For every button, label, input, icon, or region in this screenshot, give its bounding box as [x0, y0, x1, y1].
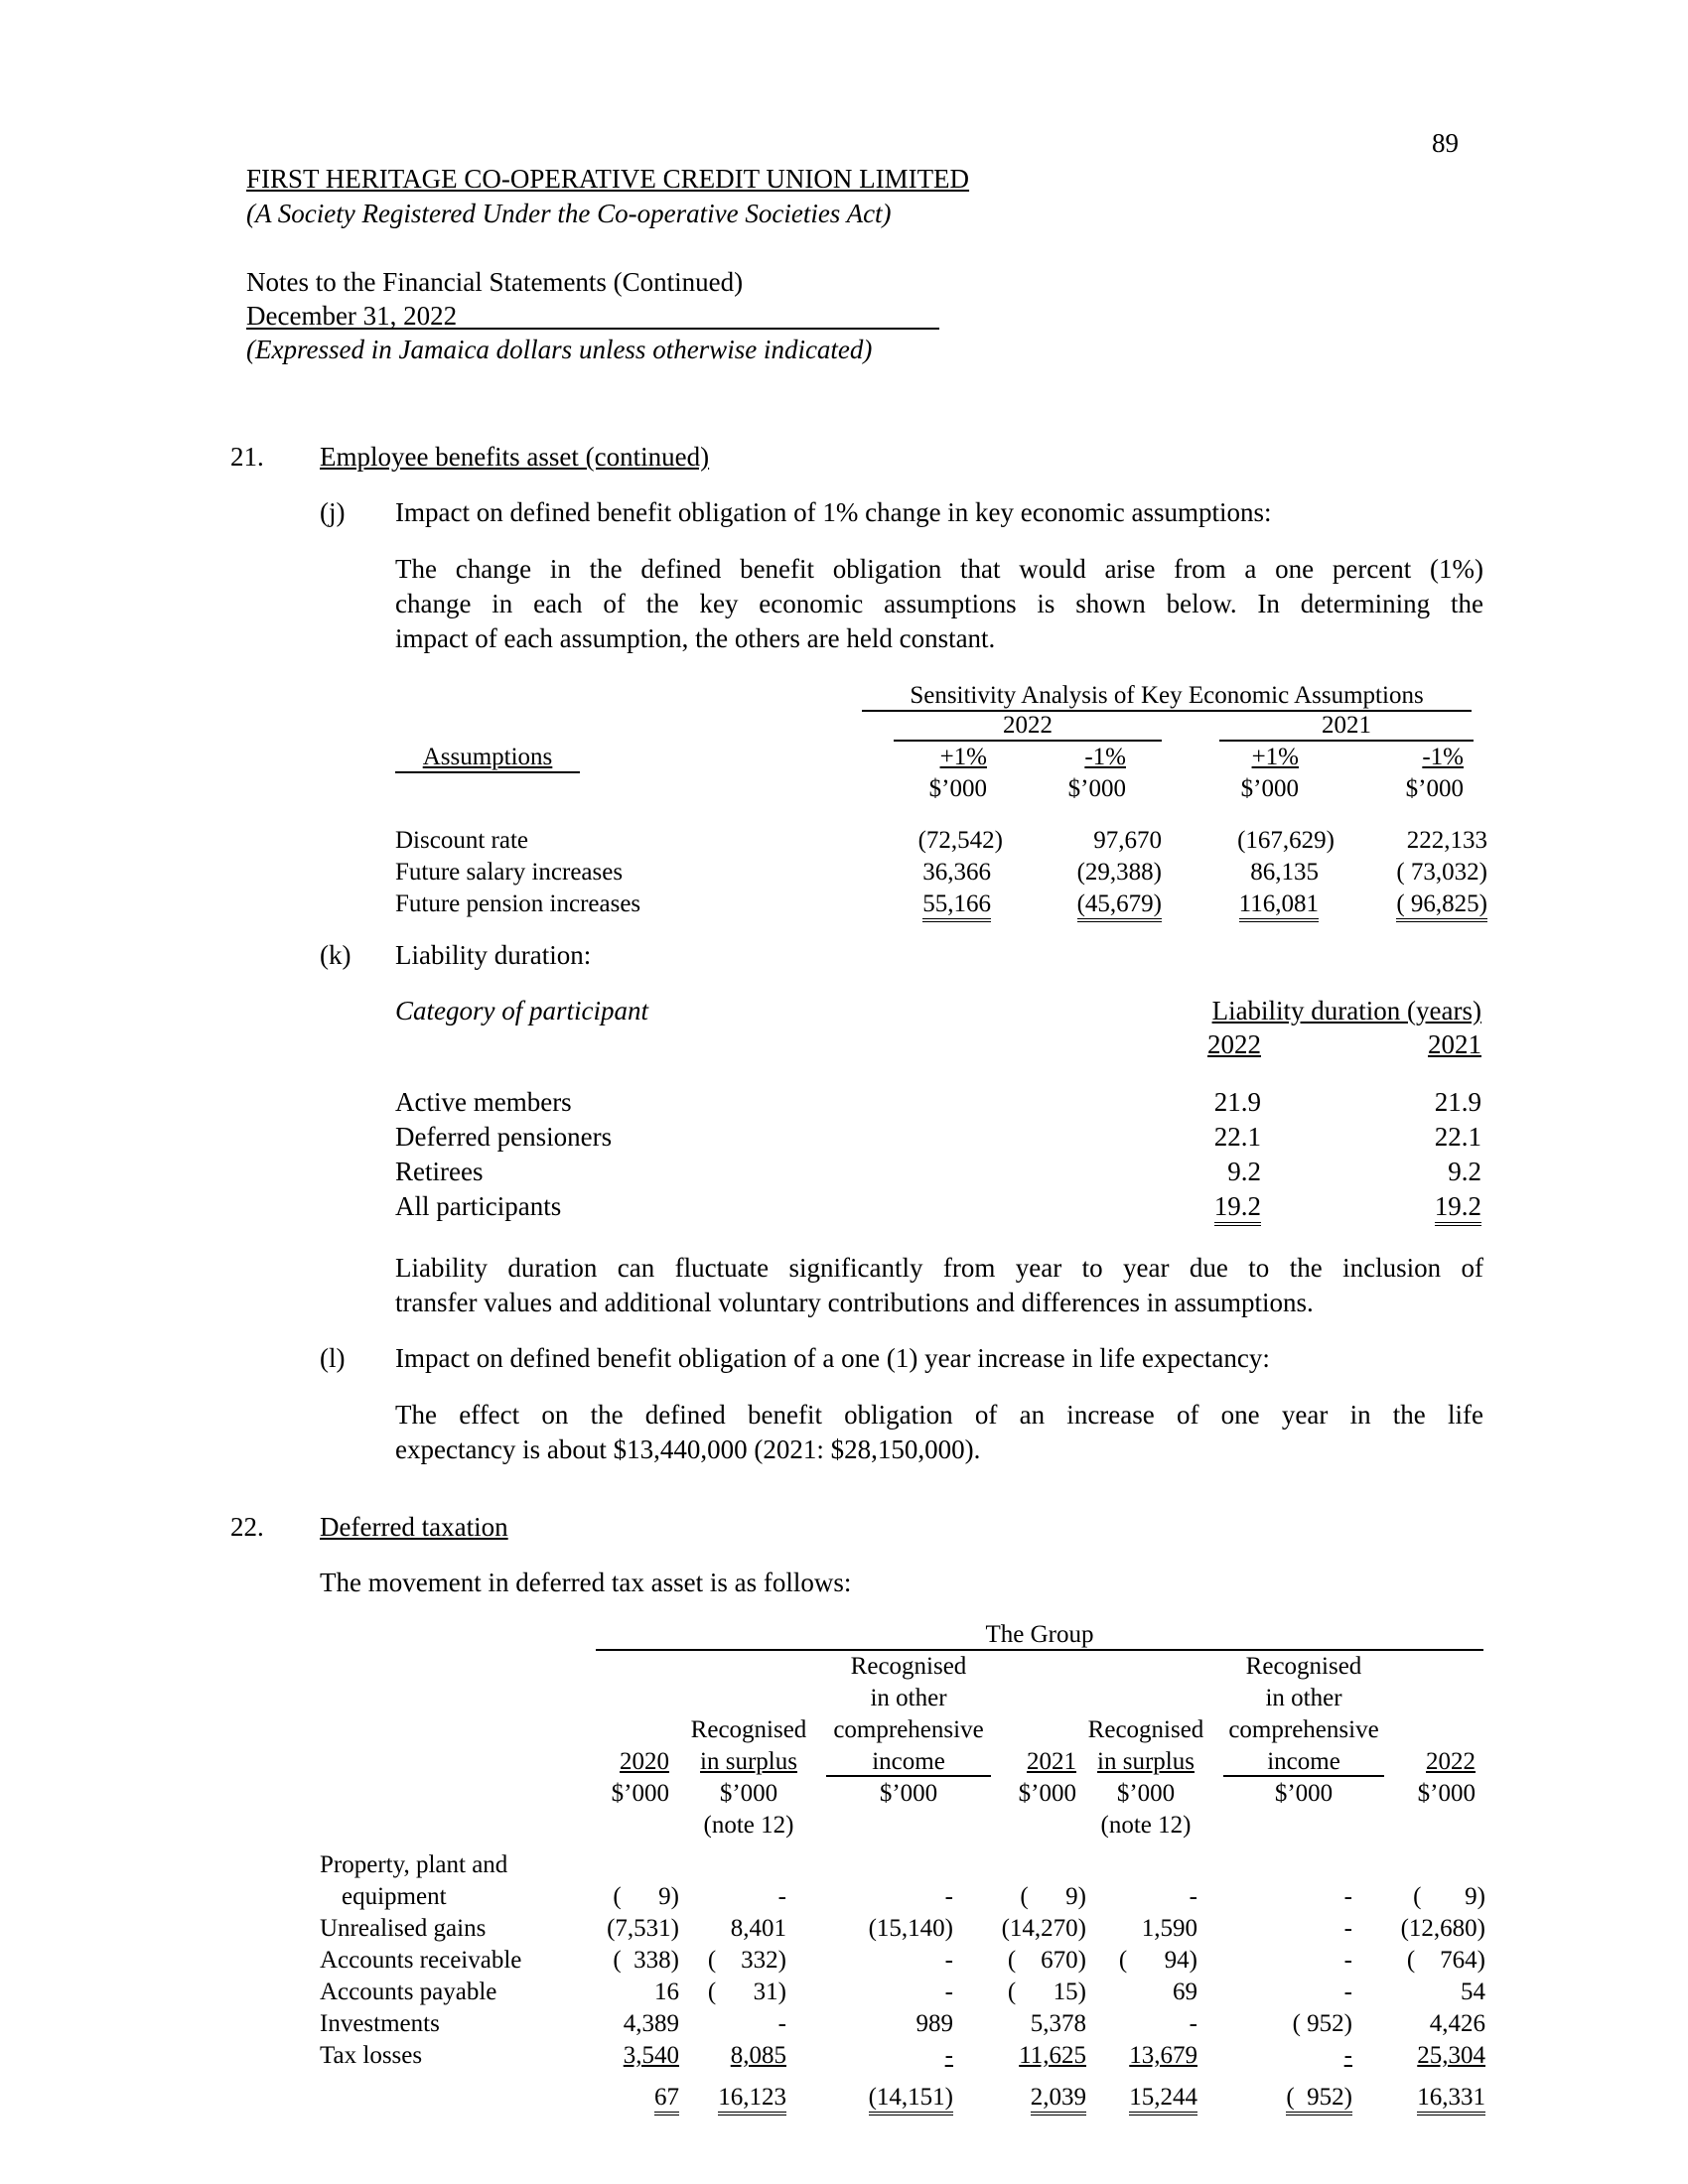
dt-cell-value: 8,085	[730, 2042, 786, 2069]
sens-cell: (29,388)	[1076, 859, 1162, 886]
dt-total-value: 2,039	[1031, 2084, 1086, 2116]
dt-cell: ( 338)	[613, 1947, 679, 1974]
dt-cell: ( 94)	[1118, 1947, 1197, 1974]
dt-row-label: equipment	[342, 1883, 447, 1910]
dt-cell: (7,531)	[607, 1915, 679, 1942]
dt-cell: -	[1343, 1915, 1352, 1942]
group-header: The Group	[985, 1621, 1094, 1648]
dt-cell-value: -	[944, 2042, 953, 2069]
dt-row-label: Accounts receivable	[320, 1947, 522, 1974]
sens-year-2021-rule	[1219, 740, 1474, 742]
dt-unit: $’000	[879, 1780, 938, 1807]
section-l-heading: Impact on defined benefit obligation of a one (1) year increase in life expectancy:	[395, 1343, 1270, 1373]
sens-row-label: Future pension increases	[395, 890, 641, 917]
sens-cell-value: 55,166	[922, 890, 991, 922]
org-subtitle: (A Society Registered Under the Co-operative Societies Act)	[246, 199, 892, 228]
dt-total-cell	[1376, 2083, 1485, 2113]
section-k-paragraph	[395, 1251, 1483, 1320]
dt-cell	[983, 2041, 1086, 2071]
dt-total-value: ( 952)	[1286, 2084, 1352, 2116]
sens-col-label: +1%	[939, 744, 987, 770]
dt-total-cell	[1078, 2083, 1197, 2113]
dt-total-value: 67	[654, 2084, 679, 2116]
dt-cell: 989	[915, 2010, 953, 2037]
duration-row-label: All participants	[395, 1191, 562, 1221]
note-21-number: 21.	[230, 442, 264, 472]
dt-unit: $’000	[1116, 1780, 1176, 1807]
dt-cell: 8,401	[730, 1915, 786, 1942]
dt-cell: ( 670)	[1007, 1947, 1086, 1974]
currency-note: (Expressed in Jamaica dollars unless otherwise indicated)	[246, 335, 873, 364]
dt-cell-value: 3,540	[623, 2042, 679, 2069]
paragraph-line: transfer values and additional voluntary contributions and differences in assumptions.	[395, 1288, 1314, 1317]
sens-cell	[1033, 889, 1162, 919]
sens-row-label: Discount rate	[395, 827, 528, 854]
dt-cell: 4,389	[623, 2010, 679, 2037]
dt-row-label: Unrealised gains	[320, 1915, 487, 1942]
note12-ref: (note 12)	[703, 1812, 794, 1839]
duration-cell	[1142, 1190, 1261, 1222]
section-j-paragraph	[395, 552, 1483, 656]
dt-cell: ( 764)	[1406, 1947, 1485, 1974]
dt-total-cell	[824, 2083, 953, 2113]
dt-cell: ( 952)	[1292, 2010, 1352, 2037]
dt-cell	[824, 2041, 953, 2071]
dt-total-value: 16,331	[1417, 2084, 1485, 2116]
duration-row-label: Deferred pensioners	[395, 1122, 613, 1152]
assumptions-header-rule	[395, 771, 580, 773]
duration-year-2022-text: 2022	[1207, 1029, 1261, 1059]
sens-cell: (72,542)	[917, 827, 1003, 854]
dt-row-label: Property, plant and	[320, 1851, 508, 1878]
section-j-heading: Impact on defined benefit obligation of 1% change in key economic assumptions:	[395, 497, 1272, 527]
dt-cell: -	[1189, 1883, 1197, 1910]
dt-row-label: Tax losses	[320, 2042, 423, 2069]
oci-2022-line4: income	[1267, 1748, 1340, 1775]
dt-cell	[1078, 2041, 1197, 2071]
note12-ref: (note 12)	[1100, 1812, 1192, 1839]
sensitivity-caption: Sensitivity Analysis of Key Economic Assumptions	[910, 682, 1424, 709]
note-22-intro: The movement in deferred tax asset is as follows:	[320, 1568, 852, 1597]
dt-cell-value: 11,625	[1019, 2042, 1086, 2069]
sens-col-header	[1205, 743, 1299, 772]
dt-unit: $’000	[611, 1780, 669, 1807]
surplus-2022-line2	[1086, 1747, 1205, 1777]
dt-cell: ( 31)	[707, 1979, 786, 2005]
duration-cell	[1362, 1190, 1481, 1222]
duration-year-2021-text: 2021	[1428, 1029, 1481, 1059]
statement-date: December 31, 2022	[246, 301, 458, 331]
sens-col-header	[1033, 743, 1126, 772]
org-name: FIRST HERITAGE CO-OPERATIVE CREDIT UNION LIMITED	[246, 164, 970, 194]
duration-cell: 21.9	[1213, 1087, 1261, 1117]
header-rule	[246, 328, 939, 330]
dt-cell: -	[777, 1883, 786, 1910]
dt-cell: (14,270)	[1001, 1915, 1086, 1942]
dt-cell: -	[944, 1947, 953, 1974]
duration-cell-value: 19.2	[1214, 1191, 1261, 1226]
dt-cell: (15,140)	[868, 1915, 953, 1942]
duration-cell: 9.2	[1227, 1157, 1261, 1186]
section-k-label: (k)	[320, 940, 352, 970]
paragraph-line: The effect on the defined benefit obligation of an increase of one year in the life	[395, 1400, 1483, 1430]
dt-cell	[578, 2041, 679, 2071]
assumptions-header	[395, 743, 580, 772]
dt-cell: 69	[1173, 1979, 1197, 2005]
dt-cell: -	[777, 2010, 786, 2037]
dt-total-cell	[578, 2083, 679, 2113]
dt-cell: 54	[1461, 1979, 1485, 2005]
sens-col-label: -1%	[1084, 744, 1126, 770]
dt-cell: -	[1189, 2010, 1197, 2037]
oci-2021-line2: in other	[870, 1685, 947, 1711]
dt-cell-value: 25,304	[1417, 2042, 1485, 2069]
dt-cell: -	[944, 1979, 953, 2005]
oci-2021-line1: Recognised	[850, 1653, 967, 1680]
sens-cell: 97,670	[1093, 827, 1162, 854]
dt-cell: 1,590	[1141, 1915, 1197, 1942]
dt-year-2021-text: 2021	[1027, 1748, 1076, 1775]
sens-cell-value: (45,679)	[1077, 890, 1162, 922]
section-j-label: (j)	[320, 497, 346, 527]
oci-2022-line1: Recognised	[1245, 1653, 1362, 1680]
dt-year-2020-text: 2020	[620, 1748, 669, 1775]
dt-year-2021	[993, 1747, 1076, 1777]
sens-unit: $’000	[1405, 775, 1464, 802]
dt-cell	[1376, 2041, 1485, 2071]
dt-unit: $’000	[1417, 1780, 1476, 1807]
dt-total-value: 15,244	[1129, 2084, 1197, 2116]
paragraph-line: expectancy is about $13,440,000 (2021: $28,150,000).	[395, 1434, 981, 1464]
section-k-heading: Liability duration:	[395, 940, 592, 970]
dt-year-2022-text: 2022	[1426, 1748, 1476, 1775]
sens-col-label: -1%	[1422, 744, 1464, 770]
surplus-2021-line2-text: in surplus	[700, 1748, 797, 1775]
sens-year-2022-rule	[894, 740, 1162, 742]
duration-year-2022	[1142, 1028, 1261, 1060]
sens-cell	[1340, 889, 1487, 919]
dt-row-label: Investments	[320, 2010, 440, 2037]
note-22-title: Deferred taxation	[320, 1512, 508, 1542]
note-21-title: Employee benefits asset (continued)	[320, 442, 710, 472]
dt-year-2020	[586, 1747, 669, 1777]
sens-row-label: Future salary increases	[395, 859, 624, 886]
duration-row-label: Retirees	[395, 1157, 484, 1186]
dt-cell-value: 13,679	[1129, 2042, 1197, 2069]
oci-2022-line3: comprehensive	[1228, 1716, 1379, 1743]
sens-unit: $’000	[1240, 775, 1299, 802]
sens-cell: (167,629)	[1237, 827, 1335, 854]
sens-cell-value: 116,081	[1239, 890, 1319, 922]
dt-cell: -	[1343, 1979, 1352, 2005]
dt-cell: 4,426	[1429, 2010, 1485, 2037]
assumptions-header-text: Assumptions	[422, 744, 553, 770]
paragraph-line: The change in the defined benefit obligation that would arise from a one percent (1%)	[395, 554, 1483, 584]
sens-unit: $’000	[1067, 775, 1126, 802]
dt-cell: 5,378	[1030, 2010, 1086, 2037]
oci-2022-line2: in other	[1265, 1685, 1342, 1711]
sens-year-2022: 2022	[1003, 712, 1053, 739]
note-22-number: 22.	[230, 1512, 264, 1542]
notes-title: Notes to the Financial Statements (Continued)	[246, 267, 744, 297]
sens-col-header	[1370, 743, 1464, 772]
duration-row-label: Active members	[395, 1087, 572, 1117]
dt-cell: ( 15)	[1007, 1979, 1086, 2005]
duration-cell: 22.1	[1434, 1122, 1481, 1152]
group-header-rule	[596, 1649, 1483, 1651]
section-l-label: (l)	[320, 1343, 346, 1373]
dt-cell	[675, 2041, 786, 2071]
paragraph-line: impact of each assumption, the others are held constant.	[395, 623, 996, 653]
dt-cell: ( 9)	[1413, 1883, 1485, 1910]
dt-unit: $’000	[719, 1780, 778, 1807]
dt-cell-value: -	[1343, 2042, 1352, 2069]
sens-col-header	[894, 743, 987, 772]
dt-cell: ( 332)	[707, 1947, 786, 1974]
sens-cell-value: ( 96,825)	[1396, 890, 1487, 922]
duration-cell: 22.1	[1213, 1122, 1261, 1152]
surplus-2022-line1: Recognised	[1087, 1716, 1204, 1743]
oci-2021-line4: income	[872, 1748, 945, 1775]
surplus-2021-line2	[681, 1747, 816, 1777]
dt-total-value: 16,123	[718, 2084, 786, 2116]
dt-cell: 16	[654, 1979, 679, 2005]
dt-total-cell	[1231, 2083, 1352, 2113]
surplus-2022-line2-text: in surplus	[1097, 1748, 1195, 1775]
oci-2021-rule	[826, 1775, 991, 1777]
dt-total-cell	[675, 2083, 786, 2113]
duration-cell-value: 19.2	[1435, 1191, 1481, 1226]
dt-cell: -	[1343, 1883, 1352, 1910]
page-number: 89	[1432, 128, 1459, 158]
oci-2022-rule	[1223, 1775, 1384, 1777]
paragraph-line: Liability duration can fluctuate significantly from year to year due to the inclusion of	[395, 1253, 1483, 1283]
dt-cell: -	[944, 1883, 953, 1910]
duration-cell: 9.2	[1448, 1157, 1481, 1186]
dt-cell: -	[1343, 1947, 1352, 1974]
dt-cell	[1231, 2041, 1352, 2071]
sens-cell: 222,133	[1406, 827, 1487, 854]
dt-cell: ( 9)	[1020, 1883, 1086, 1910]
duration-year-2021	[1362, 1028, 1481, 1060]
dt-unit: $’000	[1274, 1780, 1334, 1807]
dt-cell: ( 9)	[613, 1883, 679, 1910]
dt-cell: (12,680)	[1400, 1915, 1485, 1942]
duration-cell: 21.9	[1434, 1087, 1481, 1117]
dt-total-cell	[983, 2083, 1086, 2113]
section-l-paragraph	[395, 1398, 1483, 1467]
dt-unit: $’000	[1018, 1780, 1076, 1807]
dt-row-label: Accounts payable	[320, 1979, 497, 2005]
surplus-2021-line1: Recognised	[690, 1716, 807, 1743]
sens-col-label: +1%	[1251, 744, 1299, 770]
sens-cell	[1188, 889, 1319, 919]
sens-cell	[874, 889, 991, 919]
duration-header: Liability duration (years)	[1211, 996, 1481, 1025]
oci-2021-line3: comprehensive	[833, 1716, 984, 1743]
sens-cell: ( 73,032)	[1396, 859, 1487, 886]
sens-cell: 36,366	[922, 859, 991, 886]
sens-year-2021: 2021	[1322, 712, 1371, 739]
sens-unit: $’000	[928, 775, 987, 802]
category-header: Category of participant	[395, 996, 648, 1025]
dt-total-value: (14,151)	[869, 2084, 953, 2116]
sens-cell: 86,135	[1250, 859, 1319, 886]
paragraph-line: change in each of the key economic assumptions is shown below. In determining the	[395, 589, 1483, 618]
dt-year-2022	[1390, 1747, 1476, 1777]
